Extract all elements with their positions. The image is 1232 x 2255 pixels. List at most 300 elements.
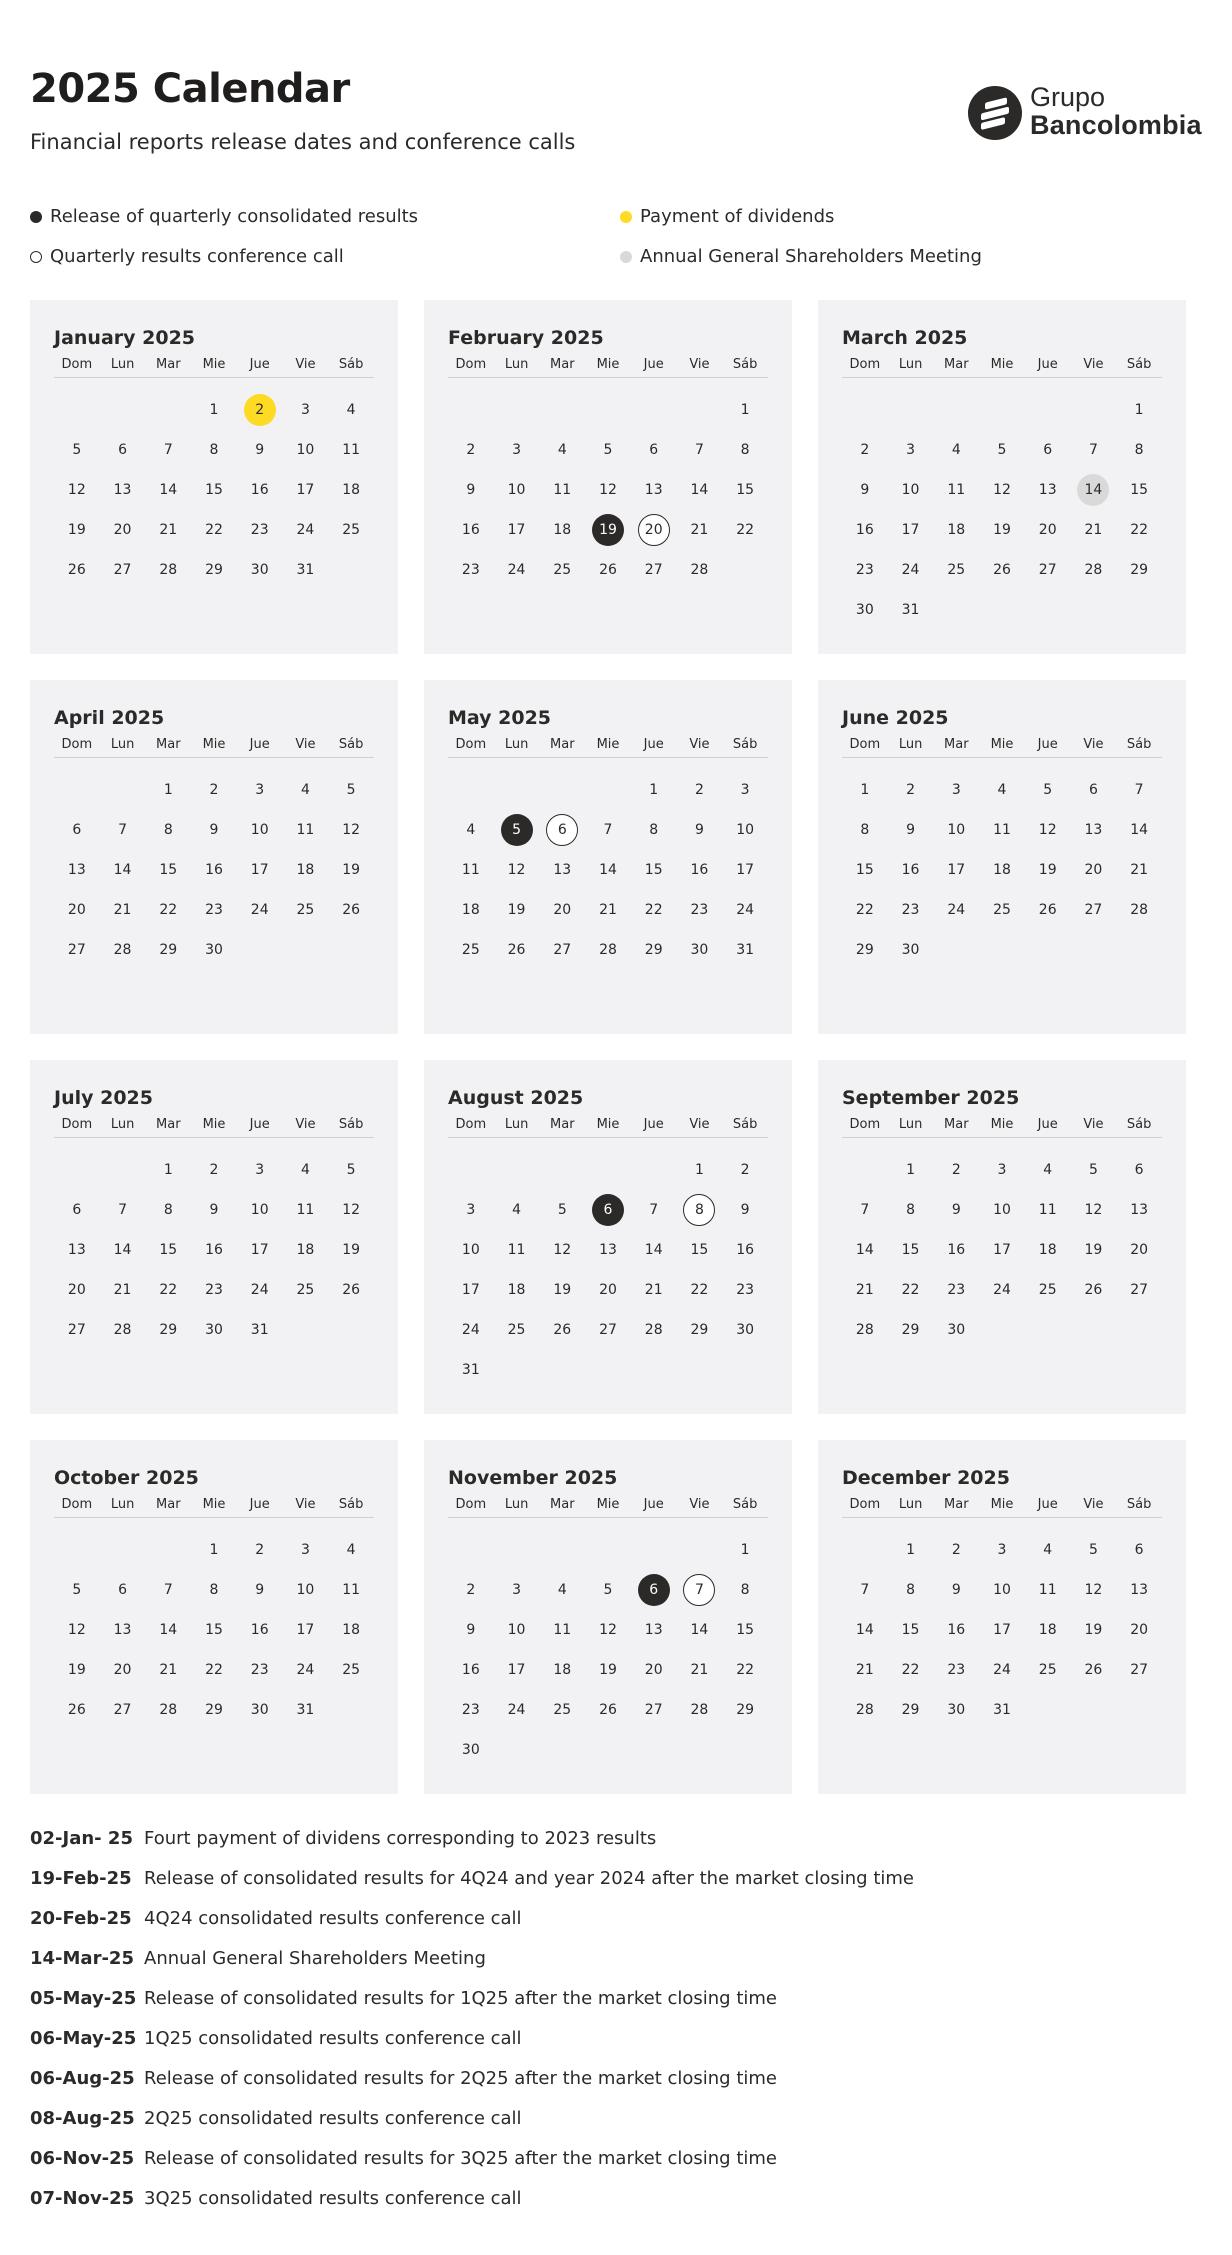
day-number: 18 [553,522,572,538]
event-date: 08-Aug-25 [30,2107,135,2129]
day-number: 10 [993,1582,1011,1598]
day-cell [585,1690,631,1730]
day-number: 29 [1130,562,1149,578]
day-cell [933,1190,979,1230]
day-number: 14 [599,862,617,878]
day-number: 12 [599,1622,617,1638]
day-cell [494,1570,540,1610]
day-cell [933,470,979,510]
day-cell [145,1150,191,1190]
day-number: 5 [346,782,356,798]
day-cell [722,1190,768,1230]
month-title: February 2025 [448,327,604,349]
day-number: 27 [67,942,86,958]
day-cell [191,810,237,850]
weekday-label: Lun [504,1117,529,1132]
day-number: 1 [163,782,173,798]
dividend-dot-icon [620,211,632,223]
day-number: 29 [159,1322,178,1338]
day-number: 25 [1038,1662,1057,1678]
day-cell [494,1690,540,1730]
day-cell [448,1310,494,1350]
day-cell [328,1270,374,1310]
day-number: 23 [736,1282,755,1298]
weekday-label: Mar [156,1497,181,1512]
day-number: 6 [638,1574,670,1606]
month-title: April 2025 [54,707,165,729]
day-number: 2 [860,442,870,458]
day-cell [448,810,494,850]
day-cell [54,470,100,510]
day-number: 8 [860,822,870,838]
day-cell [191,550,237,590]
day-number: 21 [690,1662,709,1678]
day-cell [237,1690,283,1730]
day-cell [283,1190,329,1230]
day-number: 24 [250,1282,269,1298]
day-cell [933,1230,979,1270]
day-number: 4 [346,1542,356,1558]
day-number: 13 [644,482,663,498]
day-cell [979,1270,1025,1310]
day-cell [1025,510,1071,550]
day-cell [631,890,677,930]
empty-day-cell [677,1530,723,1570]
empty-day-cell [100,1150,146,1190]
day-cell [494,430,540,470]
legend-label: Release of quarterly consolidated results [50,206,419,227]
day-cell [888,890,934,930]
day-cell [888,810,934,850]
day-number: 19 [592,514,624,546]
weekday-label: Mar [550,1117,575,1132]
weekday-label: Jue [249,1117,270,1132]
day-number: 8 [163,822,173,838]
day-number: 15 [159,1242,178,1258]
day-number: 31 [901,602,920,618]
month-title: March 2025 [842,327,968,349]
day-number: 1 [1134,402,1144,418]
day-cell [631,1310,677,1350]
day-number: 15 [901,1622,920,1638]
grupo-bancolombia-logo [968,84,1202,144]
day-number: 10 [507,482,526,498]
day-number: 14 [113,862,132,878]
empty-day-cell [448,1530,494,1570]
day-cell [842,1570,888,1610]
day-cell [677,770,723,810]
day-number: 25 [553,1702,572,1718]
day-number: 19 [1038,862,1057,878]
day-cell [191,1690,237,1730]
day-cell [283,1610,329,1650]
day-number: 19 [599,1662,617,1678]
day-cell [237,550,283,590]
weekday-label: Lun [110,357,135,372]
day-cell [1025,770,1071,810]
day-number: 23 [461,562,480,578]
day-cell [1071,810,1117,850]
day-number: 15 [855,862,874,878]
day-number: 23 [690,902,709,918]
day-cell [1116,1530,1162,1570]
weekday-label: Dom [61,737,93,752]
day-cell [1071,1150,1117,1190]
weekday-label: Sáb [338,1497,364,1512]
day-number: 19 [67,522,86,538]
empty-day-cell [145,390,191,430]
day-cell [448,1650,494,1690]
weekday-label: Mar [156,1117,181,1132]
day-cell [448,1270,494,1310]
weekday-header [448,732,768,758]
day-cell [283,810,329,850]
day-cell [539,510,585,550]
day-number: 21 [1130,862,1149,878]
day-cell [191,1270,237,1310]
day-cell [494,850,540,890]
day-cell [933,1650,979,1690]
day-number: 14 [644,1242,663,1258]
day-cell [494,1270,540,1310]
day-number: 25 [553,562,572,578]
day-cell [494,1650,540,1690]
day-number: 26 [1038,902,1057,918]
day-cell [1071,890,1117,930]
event-description: 2Q25 consolidated results conference call [144,2107,522,2129]
event-date: 06-Nov-25 [30,2147,135,2169]
empty-day-cell [631,1530,677,1570]
month-calendars [30,300,1202,1790]
day-grid [54,390,374,590]
day-cell [283,850,329,890]
day-cell [191,1230,237,1270]
day-grid [448,1150,768,1390]
day-number: 7 [860,1202,870,1218]
day-cell [1071,1570,1117,1610]
event-description: Release of consolidated results for 4Q24 and year 2024 after the market closing time [144,1867,914,1889]
day-cell-release [631,1570,677,1610]
day-number: 1 [209,402,219,418]
day-number: 15 [736,482,755,498]
day-cell [539,1650,585,1690]
day-cell [283,390,329,430]
day-number: 29 [855,942,874,958]
day-cell [237,430,283,470]
day-cell [54,850,100,890]
day-number: 27 [1130,1282,1149,1298]
day-cell [631,1270,677,1310]
month-calendar [424,1060,792,1414]
day-cell [283,1270,329,1310]
day-cell [494,1190,540,1230]
day-cell [54,1610,100,1650]
day-number: 30 [250,562,269,578]
day-number: 23 [901,902,920,918]
day-cell [677,1650,723,1690]
day-cell [145,1610,191,1650]
day-cell [888,1310,934,1350]
day-number: 19 [507,902,526,918]
day-number: 15 [644,862,663,878]
weekday-label: Jue [249,1497,270,1512]
day-cell [1025,1650,1071,1690]
day-cell [191,1190,237,1230]
day-cell [283,1650,329,1690]
day-number: 9 [466,482,476,498]
day-number: 1 [694,1162,704,1178]
day-cell [722,1230,768,1270]
legend-label: Quarterly results conference call [50,246,344,267]
day-cell [539,850,585,890]
day-number: 14 [113,1242,132,1258]
day-cell [888,550,934,590]
month-calendar [30,680,398,1034]
day-number: 16 [901,862,920,878]
day-cell [842,1650,888,1690]
day-number: 2 [244,394,276,426]
day-cell [539,1310,585,1350]
day-number: 31 [296,1702,315,1718]
day-cell [888,1270,934,1310]
empty-day-cell [100,1530,146,1570]
weekday-label: Mar [944,357,969,372]
day-number: 7 [683,1574,715,1606]
day-number: 30 [947,1702,966,1718]
day-number: 24 [250,902,269,918]
day-number: 24 [947,902,966,918]
day-number: 4 [1043,1542,1053,1558]
day-cell [328,1650,374,1690]
day-number: 8 [209,442,219,458]
legend-item-release [30,206,418,227]
day-number: 8 [740,1582,750,1598]
day-cell [1025,550,1071,590]
day-cell [100,1610,146,1650]
day-cell [100,890,146,930]
day-number: 16 [461,1662,480,1678]
day-cell [585,1610,631,1650]
day-cell [1116,770,1162,810]
day-cell [677,550,723,590]
day-cell [54,1230,100,1270]
event-row [30,2018,1202,2058]
day-number: 5 [72,1582,82,1598]
meeting-dot-icon [620,251,632,263]
day-cell [237,1230,283,1270]
day-number: 27 [1038,562,1057,578]
day-number: 10 [736,822,755,838]
weekday-label: Lun [898,357,923,372]
day-number: 24 [993,1282,1011,1298]
empty-day-cell [539,1150,585,1190]
day-number: 30 [461,1742,480,1758]
weekday-header [842,1492,1162,1518]
day-number: 31 [296,562,315,578]
day-cell [283,550,329,590]
day-cell [888,510,934,550]
day-cell [191,1570,237,1610]
day-number: 27 [644,562,663,578]
empty-day-cell [100,390,146,430]
day-cell [1116,510,1162,550]
day-number: 1 [860,782,870,798]
day-cell [585,890,631,930]
day-number: 21 [855,1662,874,1678]
weekday-label: Lun [110,737,135,752]
day-cell [54,810,100,850]
legend-item-shareholders-meeting [620,246,982,267]
day-number: 9 [694,822,704,838]
day-number: 23 [250,1662,269,1678]
day-cell [1025,890,1071,930]
day-number: 9 [740,1202,750,1218]
day-cell [979,850,1025,890]
day-cell [328,1610,374,1650]
day-cell [1071,1610,1117,1650]
day-number: 22 [159,1282,178,1298]
day-number: 18 [947,522,966,538]
day-cell [1071,1230,1117,1270]
day-number: 8 [1134,442,1144,458]
day-number: 22 [159,902,178,918]
day-cell [448,430,494,470]
day-cell [585,1650,631,1690]
day-number: 26 [993,562,1011,578]
day-number: 1 [209,1542,219,1558]
day-cell [1071,1270,1117,1310]
day-number: 14 [159,482,178,498]
day-number: 18 [342,1622,361,1638]
day-number: 7 [649,1202,659,1218]
day-cell [842,1270,888,1310]
day-number: 25 [296,902,315,918]
day-number: 6 [649,442,659,458]
day-cell [677,850,723,890]
weekday-label: Mar [550,737,575,752]
day-cell [1116,1650,1162,1690]
day-cell [539,890,585,930]
day-cell [100,470,146,510]
day-cell [1071,770,1117,810]
day-number: 19 [342,1242,361,1258]
day-number: 22 [205,522,223,538]
month-title: November 2025 [448,1467,618,1489]
day-cell [1116,810,1162,850]
day-number: 12 [1084,1202,1103,1218]
day-cell [494,1230,540,1270]
day-cell [100,510,146,550]
day-cell [54,1570,100,1610]
day-number: 13 [1130,1582,1149,1598]
event-description: Annual General Shareholders Meeting [144,1947,486,1969]
empty-day-cell [677,390,723,430]
day-number: 5 [603,1582,613,1598]
day-cell [842,430,888,470]
weekday-header [54,1112,374,1138]
empty-day-cell [494,1530,540,1570]
day-cell [145,510,191,550]
day-number: 20 [553,902,572,918]
day-cell [100,1310,146,1350]
day-number: 31 [993,1702,1011,1718]
day-cell [145,1310,191,1350]
day-number: 29 [901,1322,920,1338]
day-number: 9 [906,822,916,838]
day-number: 15 [159,862,178,878]
day-cell [631,470,677,510]
day-cell [1025,1570,1071,1610]
weekday-header [54,352,374,378]
day-number: 9 [255,442,265,458]
day-number: 17 [296,482,315,498]
day-number: 12 [1038,822,1057,838]
day-cell [1071,430,1117,470]
day-number: 27 [113,562,132,578]
day-number: 19 [553,1282,572,1298]
day-number: 24 [296,1662,315,1678]
month-calendar [30,1440,398,1794]
day-cell [328,510,374,550]
day-cell [237,770,283,810]
day-number: 4 [300,1162,310,1178]
day-cell [539,1690,585,1730]
day-number: 26 [1084,1282,1103,1298]
day-number: 8 [906,1202,916,1218]
weekday-label: Lun [898,737,923,752]
day-cell [722,810,768,850]
day-cell [1116,390,1162,430]
weekday-label: Jue [249,737,270,752]
day-cell [979,1150,1025,1190]
day-number: 4 [346,402,356,418]
day-number: 30 [855,602,874,618]
weekday-label: Mie [596,737,620,752]
day-cell [677,1310,723,1350]
day-cell [237,510,283,550]
day-cell [283,430,329,470]
weekday-header [54,732,374,758]
day-number: 10 [901,482,920,498]
day-cell [448,1350,494,1390]
weekday-label: Dom [455,737,487,752]
day-number: 24 [461,1322,480,1338]
day-number: 1 [740,1542,750,1558]
day-cell [145,1270,191,1310]
day-cell [328,890,374,930]
empty-day-cell [979,390,1025,430]
day-number: 11 [553,1622,572,1638]
day-number: 1 [906,1162,916,1178]
day-cell [677,470,723,510]
day-number: 30 [736,1322,755,1338]
event-row [30,1898,1202,1938]
day-number: 17 [901,522,920,538]
day-cell [888,1230,934,1270]
day-cell [842,1310,888,1350]
day-cell [1025,1610,1071,1650]
day-number: 10 [461,1242,480,1258]
day-cell [677,1230,723,1270]
day-number: 20 [638,514,670,546]
event-date: 02-Jan- 25 [30,1827,133,1849]
empty-day-cell [1025,390,1071,430]
day-number: 26 [599,1702,617,1718]
day-number: 25 [507,1322,526,1338]
day-cell [842,510,888,550]
day-cell [191,1310,237,1350]
event-list [30,1818,1202,2218]
